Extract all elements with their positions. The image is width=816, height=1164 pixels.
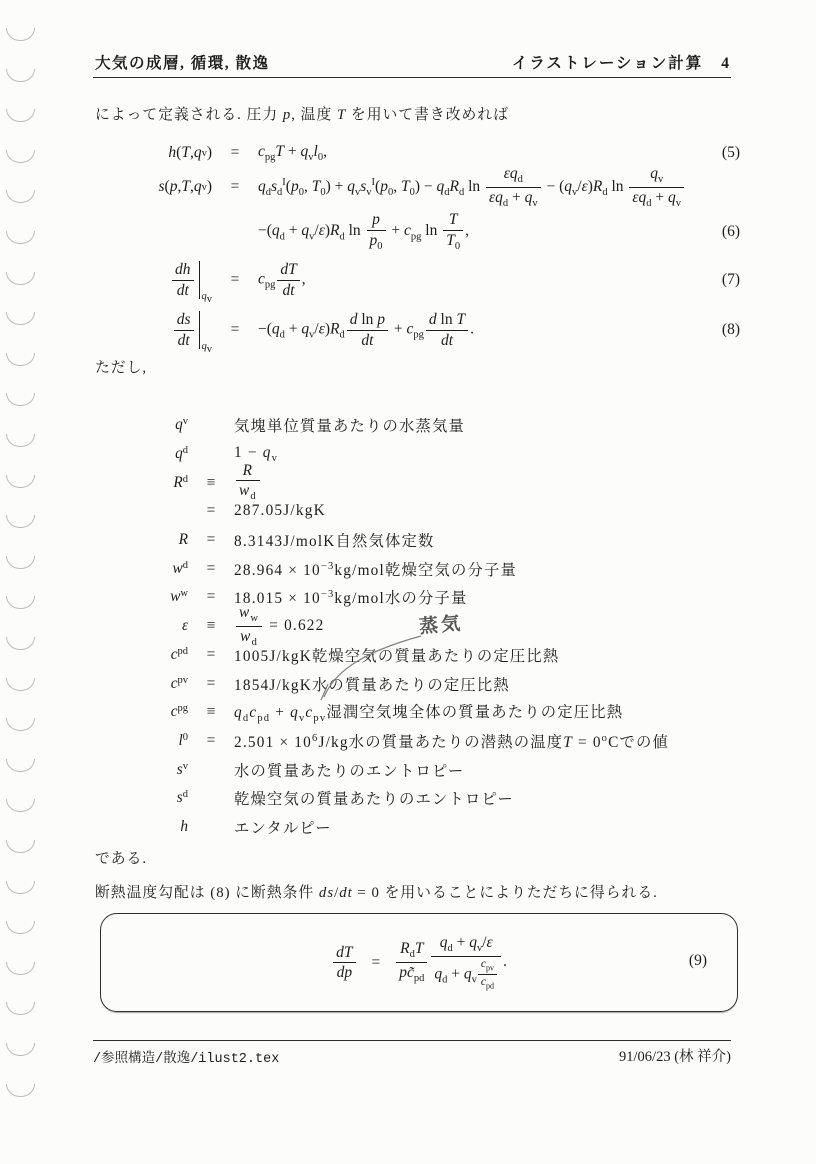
binding-hole: [6, 1002, 35, 1015]
relation-cell: =: [206, 559, 216, 577]
relation-cell: =: [206, 731, 216, 749]
value-cell: $\frac{w_w}{w_d}$ = 0.622: [234, 604, 720, 649]
value-cell: $28.964 \times 10^{-3}kg$/mol乾燥空気の分子量: [234, 560, 517, 579]
value-cell: $q_dc_{pd} + q_vc_{pv}$湿潤空気塊全体の質量あたりの定圧比熱: [234, 704, 624, 725]
header-left-title: 大気の成層, 循環, 散逸: [95, 55, 270, 72]
header-rule: [93, 77, 731, 78]
definition-row-sd: [120, 784, 720, 813]
equation-6-line2: [108, 208, 742, 256]
relation-cell: =: [206, 645, 216, 663]
value-cell: $2.501 \times 10^6J/kg$水の質量あたりの潜熱の温度$T = 0^oC$での値: [234, 732, 670, 751]
value-cell: 8.3143J/molK自然気体定数: [234, 533, 435, 551]
equation-number: (9): [688, 952, 707, 969]
binding-hole: [6, 556, 35, 569]
equation-lhs: s ( p , T , q v ): [158, 178, 212, 195]
equals-sign: =: [230, 271, 240, 288]
equation-number: (8): [721, 321, 740, 338]
binding-holes: [0, 0, 46, 1164]
binding-hole: [6, 434, 35, 447]
value-cell: 気塊単位質量あたりの水蒸気量: [234, 418, 465, 436]
header-right-title: イラストレーション計算: [511, 55, 704, 72]
equation-lhs: $\frac{ds}{dt}$ $q_v$: [108, 311, 212, 349]
symbol-cell: c pg: [170, 703, 188, 721]
definition-row-qv: [120, 411, 720, 440]
binding-hole: [6, 475, 35, 488]
definition-row-rd: [120, 462, 720, 503]
dearu-text: である.: [95, 851, 148, 867]
boxed-equation-9: [100, 913, 738, 1012]
symbol-cell: s d: [176, 789, 188, 807]
value-cell: 1854J/kgK水の質量あたりの定圧比熱: [234, 676, 510, 694]
intro-paragraph: によって定義される. 圧力 p, 温度 T を用いて書き改めれば: [95, 107, 509, 123]
binding-hole: [6, 799, 35, 812]
value-cell: 287.05J/kgK: [234, 502, 326, 520]
equation-lhs: h ( T , q v ): [168, 144, 212, 161]
value-cell: 水の質量あたりのエントロピー: [234, 762, 465, 780]
equation-number: (7): [721, 271, 740, 288]
equals-sign: =: [230, 178, 240, 195]
tadashi-text: ただし,: [95, 360, 148, 376]
relation-cell: =: [206, 674, 216, 692]
binding-hole: [6, 150, 35, 163]
footer-date-author: 91/06/23 (林 祥介): [619, 1049, 731, 1065]
definition-row-l0: [120, 727, 720, 756]
symbol-cell: R d: [173, 473, 188, 491]
page-number: 4: [721, 55, 731, 72]
binding-hole: [6, 718, 35, 731]
binding-hole: [6, 109, 35, 122]
value-cell: $\frac{R}{w_d}$: [234, 462, 720, 503]
symbol-cell: h: [180, 817, 188, 835]
binding-hole: [6, 69, 35, 82]
equals-sign: =: [371, 953, 381, 971]
binding-hole: [6, 515, 35, 528]
equals-sign: =: [230, 144, 240, 161]
footer-rule: [93, 1040, 731, 1041]
binding-hole: [6, 1043, 35, 1056]
symbol-cell: w w: [170, 588, 188, 606]
header-right: [512, 51, 731, 73]
binding-hole: [6, 759, 35, 772]
value-cell: 乾燥空気の質量あたりのエントロピー: [234, 791, 514, 809]
relation-cell: ≡: [206, 703, 216, 721]
binding-hole: [6, 840, 35, 853]
equation-number: (5): [721, 144, 740, 161]
symbol-cell: l 0: [178, 731, 188, 749]
binding-hole: [6, 28, 35, 41]
definition-row-h: [120, 813, 720, 842]
binding-hole: [6, 881, 35, 894]
binding-hole: [6, 231, 35, 244]
symbol-cell: c pd: [170, 645, 188, 663]
binding-hole: [6, 393, 35, 406]
equation-rhs: $-(q_d + q_v/\varepsilon)R_d$ $\frac{\text{d ln p}}{dt}$ + $c_{pg}$ $\frac{\text{d ln T}}{dt}$ .: [258, 311, 474, 349]
binding-hole: [6, 1084, 35, 1097]
equation-rhs: $c_{pg}$ $\frac{dT}{dt}$ ,: [258, 261, 306, 299]
equation-7: [108, 254, 742, 306]
symbol-cell: q v: [175, 416, 188, 434]
equation-8: [108, 304, 742, 356]
symbol-cell: s v: [176, 760, 188, 778]
value-cell: エンタルピー: [234, 819, 332, 837]
definition-row-r: [120, 526, 720, 555]
symbol-cell: R: [178, 531, 188, 549]
definition-row-cpv: [120, 669, 720, 698]
adiabatic-paragraph: 断熱温度勾配は (8) に断熱条件 ds/dt = 0 を用いることによりただちに得られる.: [95, 885, 658, 901]
binding-hole: [6, 190, 35, 203]
definition-row-cpg: [120, 698, 720, 727]
relation-cell: =: [206, 588, 216, 606]
equation-rhs: $c_{pg}T + q_vl_0$,: [258, 142, 327, 164]
symbol-cell: ε: [181, 617, 188, 635]
equation-lhs: $\frac{dh}{dt}$ $q_v$: [108, 261, 212, 299]
symbol-cell: c pv: [170, 674, 188, 692]
binding-hole: [6, 272, 35, 285]
equation-rhs: $q_ds_d^I(p_0$, $T_0) + q_vs_v^I(p_0$, $T_0) - q_dR_d$ ln $\frac{\varepsilon q_d}{\varepsilon q_d + q_v}$ − $(q_v/\varepsilon)R_d$ ln $\frac{q_v}{\varepsilon q_d + q_v}$: [258, 165, 686, 210]
binding-hole: [6, 596, 35, 609]
binding-hole: [6, 312, 35, 325]
footer-file-path: /参照構造/散逸/ilust2.tex: [93, 1052, 280, 1067]
relation-cell: ≡: [206, 617, 216, 635]
value-cell: $1 - q_v$: [234, 444, 279, 465]
binding-hole: [6, 678, 35, 691]
symbol-cell: w d: [172, 559, 188, 577]
relation-cell: =: [206, 502, 216, 520]
equation-6-line1: [108, 163, 742, 211]
symbol-cell: q d: [175, 445, 188, 463]
binding-hole: [6, 353, 35, 366]
equation-rhs: $-(q_d + q_v/\varepsilon)R_d$ ln $\frac{p}{p_0}$ + $c_{pg}$ ln $\frac{T}{T_0}$ ,: [258, 211, 469, 252]
equation-number: (6): [721, 223, 740, 240]
value-cell: 1005J/kgK乾燥空気の質量あたりの定圧比熱: [234, 647, 560, 665]
relation-cell: ≡: [206, 473, 216, 491]
value-cell: $18.015 \times 10^{-3}kg$/mol水の分子量: [234, 589, 468, 608]
handwritten-annotation: 蒸気: [418, 612, 465, 638]
equation-lhs: $\frac{dT}{dp}$: [331, 944, 357, 982]
binding-hole: [6, 637, 35, 650]
definition-row-sv: [120, 755, 720, 784]
equals-sign: =: [230, 321, 240, 338]
relation-cell: =: [206, 531, 216, 549]
definition-row-wd: [120, 554, 720, 583]
definition-row-cpd: [120, 641, 720, 670]
equation-rhs: $\frac{R_dT}{pc̃_{pd}}$ $q_d + q_v/\varepsilon$ $q_d + q_v$ $\frac{c_{pv}}{c_{pd}}$ .: [394, 934, 507, 991]
binding-hole: [6, 962, 35, 975]
equation-5: [108, 141, 742, 165]
binding-hole: [6, 921, 35, 934]
